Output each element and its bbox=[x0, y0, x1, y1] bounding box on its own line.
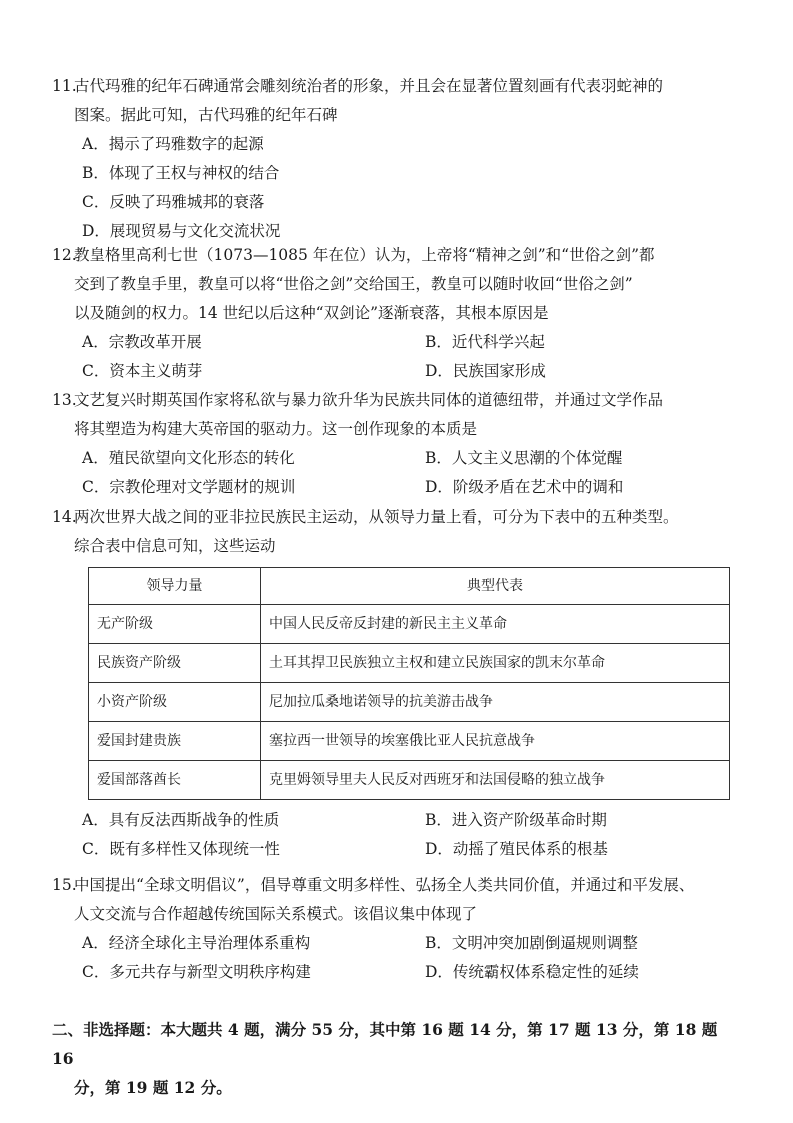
table-cell-leader: 民族资产阶级 bbox=[89, 644, 261, 683]
question-stem: 15.中国提出“全球文明倡议”，倡导尊重文明多样性、弘扬全人类共同价值，并通过和平发展、 bbox=[52, 871, 732, 900]
question-12 bbox=[52, 241, 732, 386]
table-cell-example: 土耳其捍卫民族独立主权和建立民族国家的凯末尔革命 bbox=[261, 644, 730, 683]
option-c[interactable]: C．资本主义萌芽 bbox=[82, 362, 203, 380]
question-number: 11. bbox=[52, 77, 77, 95]
table-cell-example: 尼加拉瓜桑地诺领导的抗美游击战争 bbox=[261, 683, 730, 722]
question-stem: 11.古代玛雅的纪年石碑通常会雕刻统治者的形象，并且会在显著位置刻画有代表羽蛇神的 bbox=[52, 72, 732, 101]
option-d[interactable]: D．动摇了殖民体系的根基 bbox=[425, 840, 608, 858]
option-b[interactable]: B．文明冲突加剧倒逼规则调整 bbox=[425, 934, 638, 952]
option-b[interactable]: B．体现了王权与神权的结合 bbox=[82, 164, 280, 182]
table-cell-leader: 爱国封建贵族 bbox=[89, 722, 261, 761]
table-cell-example: 中国人民反帝反封建的新民主主义革命 bbox=[261, 605, 730, 644]
option-d[interactable]: D．传统霸权体系稳定性的延续 bbox=[425, 963, 639, 981]
option-d[interactable]: D．阶级矛盾在艺术中的调和 bbox=[425, 478, 624, 496]
question-15 bbox=[52, 871, 732, 987]
leadership-table bbox=[88, 567, 730, 800]
table-cell-example: 塞拉西一世领导的埃塞俄比亚人民抗意战争 bbox=[261, 722, 730, 761]
table-header-leader: 领导力量 bbox=[89, 568, 261, 605]
option-a[interactable]: A．揭示了玛雅数字的起源 bbox=[82, 135, 264, 153]
option-row bbox=[52, 929, 732, 958]
question-stem-continued: 综合表中信息可知，这些运动 bbox=[74, 537, 276, 555]
section-heading-line: 分，第 19 题 12 分。 bbox=[74, 1078, 232, 1097]
question-stem: 12.教皇格里高利七世（1073—1085 年在位）认为，上帝将“精神之剑”和“世俗之剑”都 bbox=[52, 241, 732, 270]
options-group bbox=[52, 806, 732, 864]
option-a[interactable]: A．具有反法西斯战争的性质 bbox=[82, 811, 280, 829]
table-header-example: 典型代表 bbox=[261, 568, 730, 605]
table-row bbox=[89, 605, 730, 644]
option-row bbox=[52, 444, 732, 473]
option-c[interactable]: C．多元共存与新型文明秩序构建 bbox=[82, 963, 311, 981]
option-a[interactable]: A．经济全球化主导治理体系重构 bbox=[82, 934, 311, 952]
question-number: 13. bbox=[52, 391, 77, 409]
option-c[interactable]: C．反映了玛雅城邦的衰落 bbox=[82, 193, 265, 211]
option-b[interactable]: B．进入资产阶级革命时期 bbox=[425, 811, 607, 829]
question-14 bbox=[52, 503, 732, 864]
option-row bbox=[52, 159, 732, 188]
table-cell-leader: 无产阶级 bbox=[89, 605, 261, 644]
question-stem-continued: 交到了教皇手里，教皇可以将“世俗之剑”交给国王，教皇可以随时收回“世俗之剑” bbox=[74, 275, 633, 293]
section-heading-line: 二、非选择题：本大题共 4 题，满分 55 分，其中第 16 题 14 分，第 17 题 13 分，第 18 题 16 bbox=[52, 1020, 718, 1068]
question-11 bbox=[52, 72, 732, 246]
option-row bbox=[52, 835, 732, 864]
question-stem-continued: 图案。据此可知，古代玛雅的纪年石碑 bbox=[74, 106, 338, 124]
option-b[interactable]: B．近代科学兴起 bbox=[425, 333, 545, 351]
option-d[interactable]: D．民族国家形成 bbox=[425, 362, 546, 380]
option-row bbox=[52, 958, 732, 987]
option-row bbox=[52, 188, 732, 217]
question-stem-continued: 人文交流与合作超越传统国际关系模式。该倡议集中体现了 bbox=[74, 905, 478, 923]
option-c[interactable]: C．既有多样性又体现统一性 bbox=[82, 840, 280, 858]
question-number: 12. bbox=[52, 246, 77, 264]
question-number: 14. bbox=[52, 508, 77, 526]
question-stem-continued: 将其塑造为构建大英帝国的驱动力。这一创作现象的本质是 bbox=[74, 420, 478, 438]
question-stem-continued: 以及随剑的权力。14 世纪以后这种“双剑论”逐渐衰落，其根本原因是 bbox=[74, 304, 549, 322]
table-row bbox=[89, 722, 730, 761]
question-13 bbox=[52, 386, 732, 502]
option-c[interactable]: C．宗教伦理对文学题材的规训 bbox=[82, 478, 296, 496]
question-number: 15. bbox=[52, 876, 77, 894]
option-a[interactable]: A．宗教改革开展 bbox=[82, 333, 202, 351]
table-header-row bbox=[89, 568, 730, 605]
table-cell-example: 克里姆领导里夫人民反对西班牙和法国侵略的独立战争 bbox=[261, 761, 730, 800]
option-row bbox=[52, 473, 732, 502]
question-stem: 14.两次世界大战之间的亚非拉民族民主运动，从领导力量上看，可分为下表中的五种类型。 bbox=[52, 503, 732, 532]
question-stem: 13.文艺复兴时期英国作家将私欲与暴力欲升华为民族共同体的道德纽带，并通过文学作品 bbox=[52, 386, 732, 415]
option-d[interactable]: D．展现贸易与文化交流状况 bbox=[82, 222, 281, 240]
table-cell-leader: 小资产阶级 bbox=[89, 683, 261, 722]
option-a[interactable]: A．殖民欲望向文化形态的转化 bbox=[82, 449, 295, 467]
table-cell-leader: 爱国部落酋长 bbox=[89, 761, 261, 800]
option-b[interactable]: B．人文主义思潮的个体觉醒 bbox=[425, 449, 623, 467]
option-row bbox=[52, 806, 732, 835]
option-row bbox=[52, 328, 732, 357]
option-row bbox=[52, 130, 732, 159]
table-row bbox=[89, 644, 730, 683]
option-row bbox=[52, 357, 732, 386]
table-row bbox=[89, 761, 730, 800]
table-row bbox=[89, 683, 730, 722]
section-heading bbox=[52, 1015, 732, 1102]
